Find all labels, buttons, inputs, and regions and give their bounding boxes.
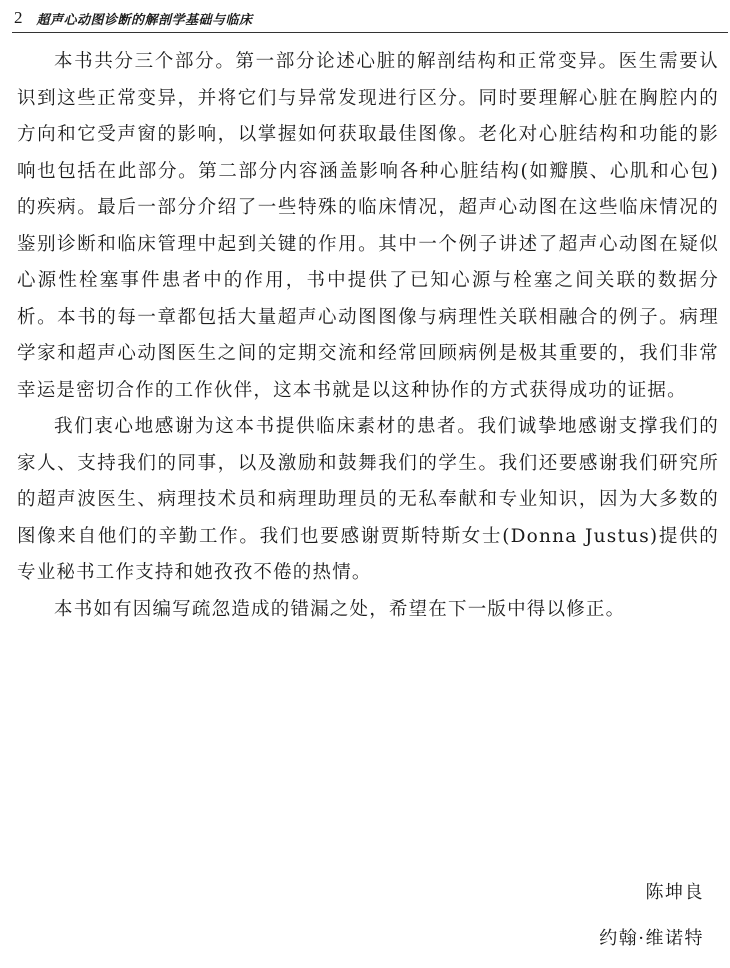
running-title: 超声心动图诊断的解剖学基础与临床 [36,12,253,28]
body-text [17,44,719,628]
signature-author-1: 陈坤良 [645,882,704,903]
signature-author-2: 约翰·维诺特 [599,928,704,949]
page-number: 2 [14,8,23,27]
paragraph-overview: 本书共分三个部分。第一部分论述心脏的解剖结构和正常变异。医生需要认识到这些正常变异，并将它们与异常发现进行区分。同时要理解心脏在胸腔内的方向和它受声窗的影响，以掌握如何获取最佳图像。老化对心脏结构和功能的影响也包括在此部分。第二部分内容涵盖影响各种心脏结构(如瓣膜、心肌和心包)的疾病。最后一部分介绍了一些特殊的临床情况，超声心动图在这些临床情况的鉴别诊断和临床管理中起到关键的作用。其中一个例子讲述了超声心动图在疑似心源性栓塞事件患者中的作用，书中提供了已知心源与栓塞之间关联的数据分析。本书的每一章都包括大量超声心动图图像与病理性关联相融合的例子。病理学家和超声心动图医生之间的定期交流和经常回顾病例是极其重要的，我们非常幸运是密切合作的工作伙伴，这本书就是以这种协作的方式获得成功的证据。 [17,51,719,401]
paragraph-acknowledgements: 我们衷心地感谢为这本书提供临床素材的患者。我们诚挚地感谢支撑我们的家人、支持我们的同事，以及激励和鼓舞我们的学生。我们还要感谢我们研究所的超声波医生、病理技术员和病理助理员的无私奉献和专业知识，因为大多数的图像来自他们的辛勤工作。我们也要感谢贾斯特斯女士(Donna Justus)提供的专业秘书工作支持和她孜孜不倦的热情。 [17,416,719,583]
page-header [12,4,728,33]
paragraph-errata-note: 本书如有因编写疏忽造成的错漏之处，希望在下一版中得以修正。 [54,598,626,620]
